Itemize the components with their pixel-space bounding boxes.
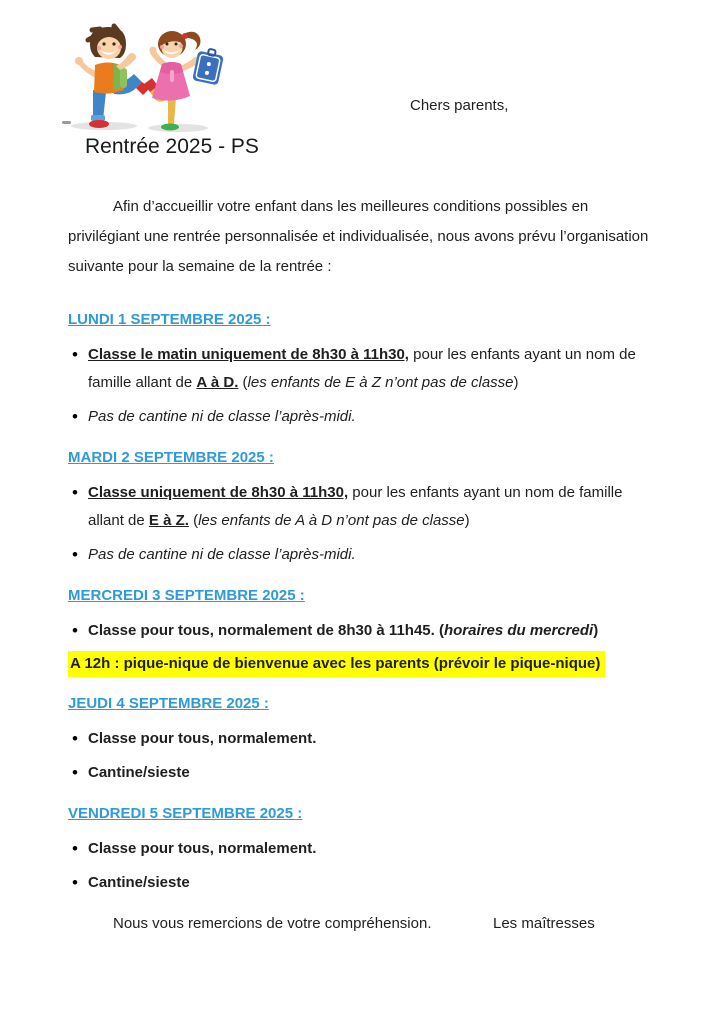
bullet-item: [68, 617, 658, 645]
bullet-text: Classe pour tous, normalement de 8h30 à 11h45. (horaires du mercredi): [88, 622, 599, 639]
bullet-text: Pas de cantine ni de classe l’après-midi.: [88, 408, 356, 425]
bullet-item: [68, 403, 658, 431]
bullet-text: Classe pour tous, normalement.: [88, 730, 317, 747]
bullet-list: [68, 725, 658, 787]
bullet-list: [68, 341, 658, 431]
intro-paragraph: Afin d’accueillir votre enfant dans les meilleures conditions possibles en privilégiant une rentrée personnalisée et individualisée, nous avons prévu l’organisation suivante pour la semaine de la rentrée :: [68, 198, 649, 275]
bullet-list: [68, 617, 658, 645]
bullet-text: Pas de cantine ni de classe l’après-midi.: [88, 546, 356, 563]
bullet-item: [68, 541, 658, 569]
bullet-item: [68, 759, 658, 787]
day-heading: JEUDI 4 SEPTEMBRE 2025 :: [68, 695, 269, 712]
salutation: Chers parents,: [410, 97, 509, 114]
section-lundi: [68, 309, 658, 431]
bullet-text: Classe le matin uniquement de 8h30 à 11h30, pour les enfants ayant un nom de famille allant de A à D. (les enfants de E à Z n’ont pas de classe): [88, 346, 636, 391]
highlight-note: [68, 651, 658, 677]
bullet-list: [68, 479, 658, 569]
bullet-item: [68, 835, 658, 863]
children-clipart: [62, 20, 228, 134]
bullet-item: [68, 869, 658, 897]
thanks-text: Nous vous remercions de votre compréhension.: [113, 915, 432, 932]
bullet-text: Classe pour tous, normalement.: [88, 840, 317, 857]
bullet-text: Classe uniquement de 8h30 à 11h30, pour les enfants ayant un nom de famille allant de E à Z. (les enfants de A à D n’ont pas de classe): [88, 484, 623, 529]
bullet-text: Cantine/sieste: [88, 874, 190, 891]
bullet-item: [68, 479, 658, 535]
bullet-text: Cantine/sieste: [88, 764, 190, 781]
day-heading: MERCREDI 3 SEPTEMBRE 2025 :: [68, 587, 305, 604]
day-heading: LUNDI 1 SEPTEMBRE 2025 :: [68, 311, 271, 328]
page-title: Rentrée 2025 - PS: [85, 135, 259, 158]
signature-text: Les maîtresses: [493, 915, 595, 932]
day-heading: VENDREDI 5 SEPTEMBRE 2025 :: [68, 805, 303, 822]
bullet-list: [68, 835, 658, 897]
section-vendredi: [68, 803, 658, 897]
section-jeudi: [68, 693, 658, 787]
bullet-item: [68, 341, 658, 397]
day-heading: MARDI 2 SEPTEMBRE 2025 :: [68, 449, 274, 466]
section-mercredi: [68, 585, 658, 677]
letter-footer: [68, 913, 658, 935]
section-mardi: [68, 447, 658, 569]
children-dancing-icon: [62, 20, 228, 134]
highlighted-text: A 12h : pique-nique de bienvenue avec les parents (prévoir le pique-nique): [68, 651, 605, 677]
letter-body: [68, 192, 658, 935]
bullet-item: [68, 725, 658, 753]
